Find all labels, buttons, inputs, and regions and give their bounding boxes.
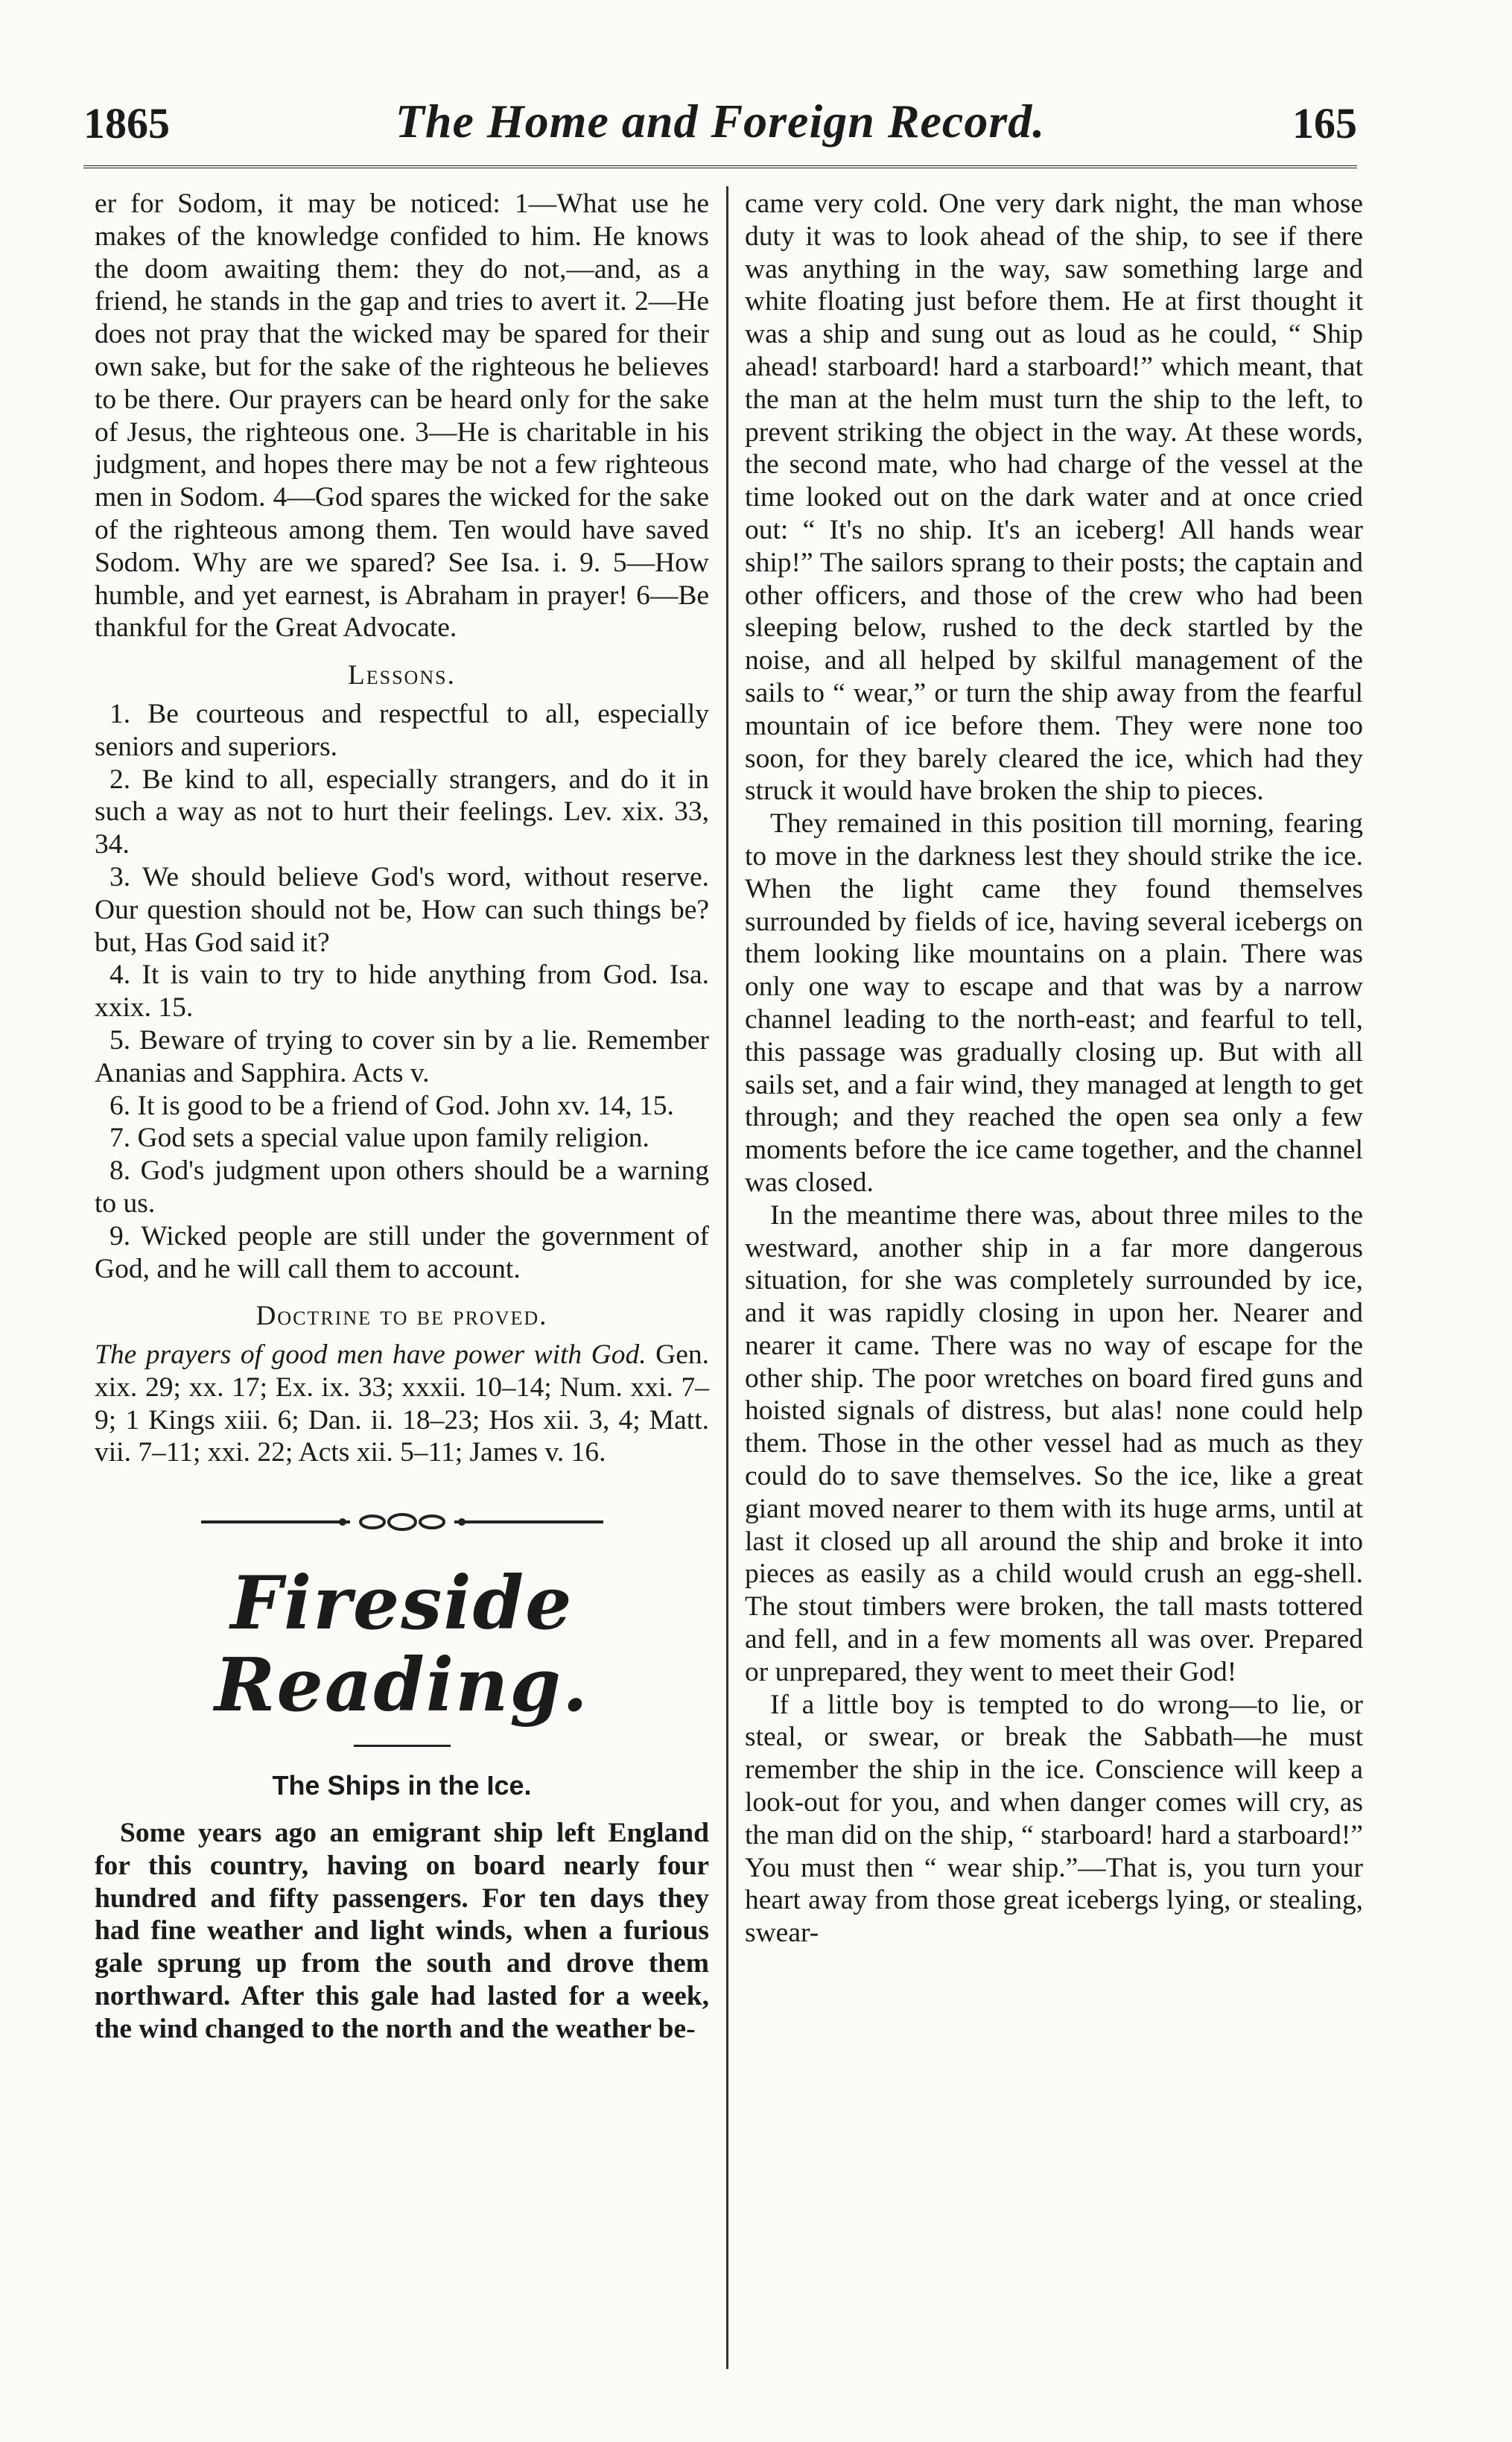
- header-year: 1865: [83, 99, 170, 148]
- story-title: The Ships in the Ice.: [272, 1770, 532, 1801]
- story-paragraph: If a little boy is tempted to do wrong—to lie, or steal, or swear, or break the Sabbath—he must remember the ship in the ice. Conscience will keep a look-out for you, and when danger comes will cry, as the man did on the ship, “ starboard! hard a starboard!” You must then “ wear ship.”—That is, you turn your heart away from those great icebergs lying, or stealing, swear-: [745, 1689, 1363, 1949]
- lesson-item: 7. God sets a special value upon family religion.: [109, 1123, 649, 1154]
- lesson-item: 5. Beware of trying to cover sin by a lie. Remember Ananias and Sapphira. Acts v.: [95, 1024, 709, 1088]
- doctrine-references: Gen. xix. 29; xx. 17; Ex. ix. 33; xxxii. 10–14; Num. xxi. 7–9; 1 Kings xiii. 6; Dan. ii. 18–23; Hos xii. 3, 4; Matt. vii. 7–11; xxi. 22; Acts xii. 5–11; James v. 16.: [95, 1339, 709, 1468]
- lesson-item: 9. Wicked people are still under the government of God, and he will call them to account.: [95, 1220, 709, 1284]
- lessons-heading: Lessons.: [348, 660, 456, 691]
- journal-title: The Home and Foreign Record.: [395, 95, 1046, 148]
- lesson-item: 2. Be kind to all, especially strangers, and do it in such a way as not to hurt their feelings. Lev. xix. 33, 34.: [95, 764, 709, 860]
- doctrine-statement: The prayers of good men have power with God.: [95, 1339, 647, 1371]
- lesson-item: 6. It is good to be a friend of God. John xv. 14, 15.: [109, 1090, 674, 1121]
- column-divider: [726, 186, 728, 2369]
- ornamental-rule: [95, 1511, 709, 1533]
- doctrine-heading: Doctrine to be proved.: [255, 1301, 548, 1332]
- left-column: [95, 188, 709, 2046]
- story-paragraph: In the meantime there was, about three miles to the westward, another ship in a far more dangerous situation, for she was completely surrounded by ice, and it was rapidly closing in upon her. Nearer and nearer it came. There was no way of escape for the other ship. The poor wretches on board fired guns and hoisted signals of distress, but alas! none could help them. Those in the other vessel had as much as they could do to save themselves. So the ice, like a great giant moved nearer to them with its huge arms, until at last it closed up all around the ship and broke it into pieces as easily as a child would crush an egg-shell. The stout timbers were broken, the tall masts tottered and fell, and in a few moments all was over. Prepared or unprepared, they went to meet their God!: [745, 1199, 1363, 1687]
- story-paragraph: They remained in this position till morning, fearing to move in the darkness lest they should strike the ice. When the light came they found themselves surrounded by fields of ice, having several icebergs on them looking like mountains on a plain. There was only one way to escape and that was by a narrow channel leading to the north-east; and fearful to tell, this passage was gradually closing up. But with all sails set, and a fair wind, they managed at length to get through; and they reached the open sea only a few moments before the ice came together, and the channel was closed.: [745, 808, 1363, 1198]
- intro-paragraph: er for Sodom, it may be noticed: 1—What use he makes of the knowledge confided to him. He knows the doom awaiting them: they do not,—and, as a friend, he stands in the gap and tries to avert it. 2—He does not pray that the wicked may be spared for their own sake, but for the sake of the righteous he believes to be there. Our prayers can be heard only for the sake of Jesus, the righteous one. 3—He is charitable in his judgment, and hopes there may be not a few righteous men in Sodom. 4—God spares the wicked for the sake of the righteous among them. Ten would have saved Sodom. Why are we spared? See Isa. i. 9. 5—How humble, and yet earnest, is Abraham in prayer! 6—Be thankful for the Great Advocate.: [95, 188, 709, 644]
- page-number: 165: [1292, 99, 1357, 148]
- doctrine-paragraph: [95, 1339, 709, 1469]
- header-rule: [83, 165, 1357, 168]
- lesson-item: 1. Be courteous and respectful to all, especially seniors and superiors.: [95, 698, 709, 762]
- lesson-item: 4. It is vain to try to hide anything from God. Isa. xxix. 15.: [95, 960, 709, 1024]
- lesson-item: 8. God's judgment upon others should be a warning to us.: [95, 1155, 709, 1219]
- lesson-item: 3. We should believe God's word, without reserve. Our question should not be, How can such things be? but, Has God said it?: [95, 861, 709, 958]
- story-paragraph: Some years ago an emigrant ship left England for this country, having on board nearly four hundred and fifty passengers. For ten days they had fine weather and light winds, when a furious gale sprung up from the south and drove them northward. After this gale had lasted for a week, the wind changed to the north and the weather be-: [95, 1818, 709, 2044]
- section-title-fireside-reading: Fireside Reading.: [215, 1561, 589, 1729]
- short-rule: [354, 1745, 451, 1747]
- running-header: [83, 94, 1357, 161]
- lessons-list: [95, 698, 709, 1285]
- right-column: [745, 188, 1363, 1950]
- ornament-flourish: [201, 1511, 603, 1533]
- story-paragraph: came very cold. One very dark night, the man whose duty it was to look ahead of the ship, to see if there was anything in the way, saw something large and white floating just before them. He at first thought it was a ship and sung out as loud as he could, “ Ship ahead! starboard! hard a starboard!” which meant, that the man at the helm must turn the ship to the left, to prevent striking the object in the way. At these words, the second mate, who had charge of the vessel at the time looked out on the dark water and at once cried out: “ It's no ship. It's an iceberg! All hands wear ship!” The sailors sprang to their posts; the captain and other officers, and those of the crew who had been sleeping below, rushed to the deck startled by the noise, and all helped by skilful management of the sails to “ wear,” or turn the ship away from the fearful mountain of ice before them. They were none too soon, for they barely cleared the ice, which had they struck it would have broken the ship to pieces.: [745, 188, 1363, 807]
